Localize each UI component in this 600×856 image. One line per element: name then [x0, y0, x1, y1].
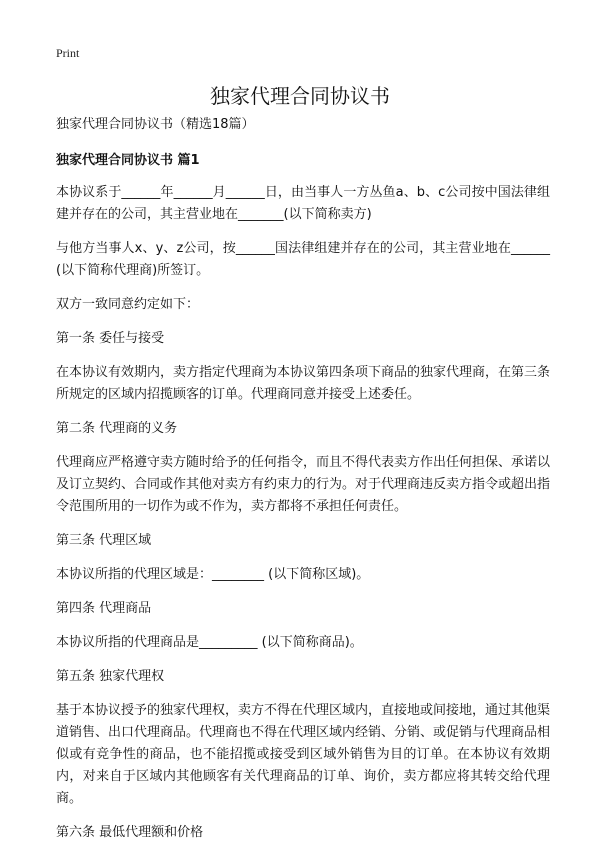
article-body-3: 本协议所指的代理区域是：________ (以下简称区域)。 — [56, 567, 370, 582]
paragraph-agreement: 双方一致同意约定如下： — [56, 297, 200, 312]
article-body-1: 在本协议有效期内，卖方指定代理商为本协议第四条项下商品的独家代理商，在第三条所规定的区域内招揽顾客的订单。代理商同意并接受上述委任。 — [56, 365, 551, 402]
article-heading-1: 第一条 委任与接受 — [56, 331, 165, 346]
article-heading-2: 第二条 代理商的义务 — [56, 421, 178, 436]
document-subtitle: 独家代理合同协议书（精选18篇） — [56, 117, 255, 132]
document-title: 独家代理合同协议书 — [210, 84, 390, 108]
article-heading-3: 第三条 代理区域 — [56, 533, 152, 548]
paragraph-preamble-2: 与他方当事人x、y、z公司，按______国法律组建并存在的公司，其主营业地在______(以下简称代理商)所签订。 — [56, 241, 550, 278]
document-body — [56, 114, 550, 856]
article-heading-4: 第四条 代理商品 — [56, 601, 152, 616]
section-heading: 独家代理合同协议书 篇1 — [56, 153, 200, 168]
article-heading-6: 第六条 最低代理额和价格 — [56, 825, 204, 840]
print-link[interactable]: Print — [56, 46, 80, 60]
article-body-5: 基于本协议授予的独家代理权，卖方不得在代理区域内，直接地或间接地，通过其他渠道销售、出口代理商品。代理商也不得在代理区域内经销、分销、或促销与代理商品相似或有竞争性的商品，也不能招揽或接受到区域外销售为目的订单。在本协议有效期内，对来自于区域内其他顾客有关代理商品的订单、询价，卖方都应将其转交给代理商。 — [56, 703, 551, 806]
paragraph-preamble-1: 本协议系于______年______月______日，由当事人一方丛鱼a、b、c公司按中国法律组建并存在的公司，其主营业地在_______(以下简称卖方) — [56, 185, 550, 222]
article-body-4: 本协议所指的代理商品是_________ (以下简称商品)。 — [56, 635, 363, 650]
article-body-2: 代理商应严格遵守卖方随时给予的任何指令，而且不得代表卖方作出任何担保、承诺以及订立契约、合同或作其他对卖方有约束力的行为。对于代理商违反卖方指令或超出指令范围所用的一切作为或不作为，卖方都将不承担任何责任。 — [56, 455, 551, 514]
article-heading-5: 第五条 独家代理权 — [56, 669, 165, 684]
